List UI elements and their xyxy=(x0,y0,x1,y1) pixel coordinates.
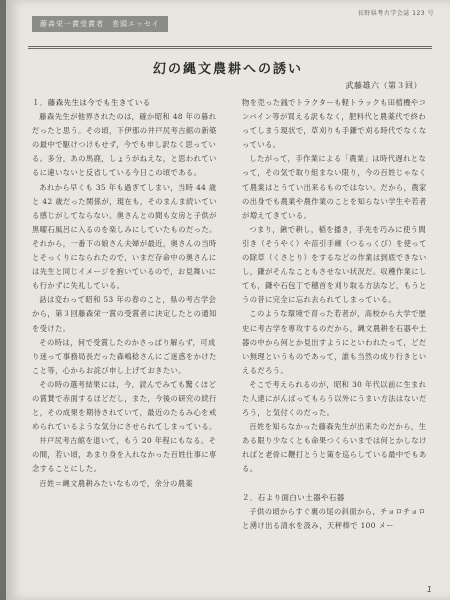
paragraph: このような環境で育った若者が，高校から大学で歴史に考古学を専攻するのだから，縄文農耕を石器や土器の中から何とか見出すようにといわれたって，どだい無理というものであって，誰も当然の成り行きといえるだろう。 xyxy=(242,309,427,375)
header-rule xyxy=(28,48,432,49)
paragraph: 物を売った銭でトラクターも軽トラックも田植機やコンバイン等が買える訳もなく，肥料代と農薬代で終わってしまう現状で，草刈りも手鎌で刈る時代でなくなっている。 xyxy=(242,98,427,150)
paragraph: つまり，鍬で耕し，稲を播き，手先を巧みに使う間引き（そうやく）や苗引手練（つるっくび）を使っての除草（くさとり）をするなどの作業は到底できないし，鎌がそんなこともさせない状況だ。収穫作業にしても，鎌や石包丁で穂首を刈り取る方法など，もうとうの昔に完全に忘れ去られてしまっている。 xyxy=(242,224,427,305)
section-gap xyxy=(242,477,430,491)
article-title: 幻の縄文農耕への誘い xyxy=(152,62,303,77)
document-page xyxy=(6,0,450,600)
paragraph: したがって，手作業による「農業」は時代遅れとなって，その気で取り組まない限り，今の百姓じゃなくて農業はとうてい出来るものではない。だから，農家の出身でも農業や農作業のことを知らない学生や若者が増えてきている。 xyxy=(242,154,427,220)
essay-banner: 藤森栄一賞受賞者 巻頭エッセイ xyxy=(32,16,168,32)
paragraph: あれから早くも 35 年も過ぎてしまい，当時 44 歳と 42 歳だった関係が，現在も，そのまんま続いている感じがしてならない。奥さんとの間も女房と子供が黒曜石風呂に入るのを楽しみにしていたものだった。それから，一番下の娘さん夫婦が最近，奥さんの当時とそっくりになられたので，いまだ存命中の奥さんには先生と同じイメージを抱いているので，お見舞いにも行かずに失礼している。 xyxy=(32,182,217,291)
right-column xyxy=(242,96,430,533)
paragraph: 百姓を知らなかった藤森先生が出来たのだから，生ある限り少なくとも命果つくらいまでは何とかしなければと老骨に鞭打とうと策を巡らしている最中でもある。 xyxy=(242,422,427,474)
paragraph: 子供の頃からすぐ裏の尾の斜面から，チョロチョロと湧け出る清水を汲み，天秤棒で 100 メー xyxy=(242,506,426,530)
paragraph: 話は変わって昭和 53 年の春のこと，県の考古学会から，第３回藤森栄一賞の受賞者に決定したとの通知を受けた。 xyxy=(32,295,217,333)
section-heading: １．藤森先生は今でも生きている xyxy=(32,98,151,107)
journal-header: 長野県考古学会誌 123 号 xyxy=(357,10,434,17)
author-line: 武藤雄六（第３回） xyxy=(345,81,422,90)
paragraph: 藤森先生が他界されたのは，確か昭和 48 年の暮れだったと思う。その頃，下伊那の井戸尻考古館の新築の最中で駆けつけもせず，今でも申し訳なく思っている。多分，あの馬鹿，しょうがねえな，と思われているに違いないと反省している今日この頃である。 xyxy=(32,112,217,178)
paragraph: その時は，何で受賞したのかさっぱり解らず，可成り迷って事務局長だった森嶋稔さんにご迷惑をかけたこと等，心からお詫び申し上げておきたい。 xyxy=(32,337,217,375)
left-column xyxy=(32,96,220,491)
paragraph: その時の選考結果には，今，読んでみても驚くほどの賞賛で赤面するほどだし，また，今後の研究の続行と，その成果を期待されていて，最近のたるみ心を戒められているような気分にさせられてしまっている。 xyxy=(32,379,217,432)
section-heading: ２．石より面白い土器や石器 xyxy=(242,492,345,502)
paragraph: 井戸尻考古館を退いて，もう 20 年程にもなる。その間，若い頃，あまり身を入れなかった百姓仕事に専念することにした。 xyxy=(32,436,217,474)
page-number: 1 xyxy=(426,585,432,594)
paragraph: そこで考えられるのが，昭和 30 年代以前に生まれた人達にがんばってもらう以外にうまい方法はないだろう，と気付くのだった。 xyxy=(242,379,427,418)
paragraph: 百姓＝縄文農耕みたいなもので，余分の農薬 xyxy=(39,478,194,488)
header-rule xyxy=(28,46,432,47)
